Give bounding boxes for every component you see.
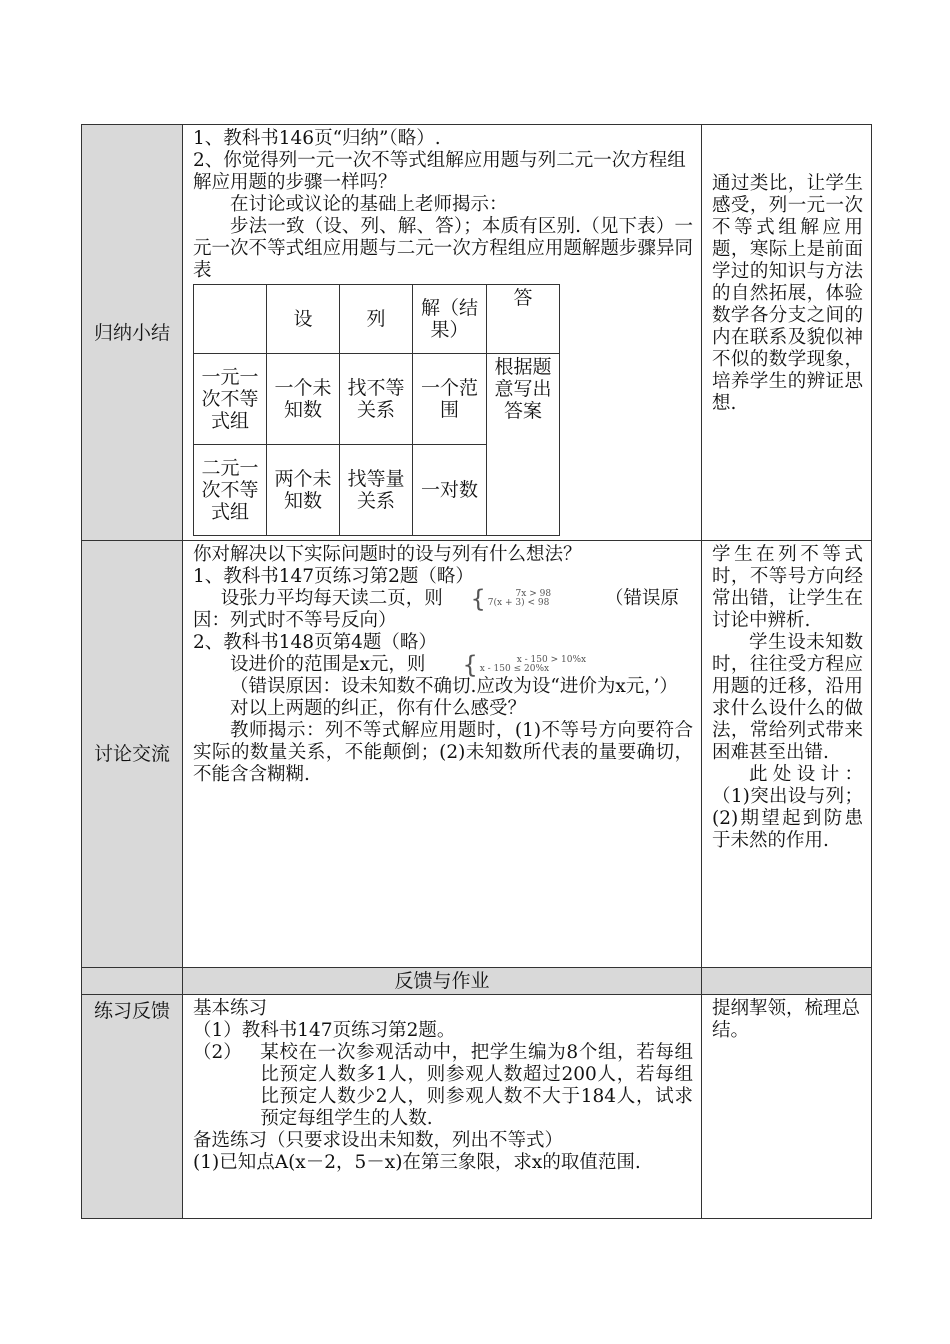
practice-remark-text: 提纲挈领，梳理总结。 — [712, 998, 861, 1041]
discussion-item-1: 1、教科书147页练习第2题（略） — [193, 566, 474, 587]
row1-list: 找不等关系 — [340, 354, 413, 445]
discussion-remark-b: 学生设未知数时，往往受方程应用题的迁移，沿用求什么设什么的做法，常给列式带来困难甚至出错. — [712, 632, 863, 763]
item2-setup-text: 设进价的范围是x元，则 — [230, 654, 426, 675]
practice-content — [183, 995, 702, 1219]
item2-error: （错误原因：设未知数不确切.应改为设“进价为x元，’） — [230, 676, 678, 697]
answer-cell: 根据题意写出答案 — [487, 354, 560, 536]
summary-line-1: 1、教科书146页“归纳”（略）. — [193, 128, 441, 149]
label-discussion: 讨论交流 — [82, 541, 183, 968]
label-summary: 归纳小结 — [82, 125, 183, 541]
header-set: 设 — [267, 285, 340, 354]
practice-remark — [702, 995, 872, 1219]
summary-line-2: 2、你觉得列一元一次不等式组解应用题与列二元一次方程组解应用题的步骤一样吗？ — [193, 150, 686, 193]
item1-error: （错误原因：列式时不等号反向） — [193, 588, 679, 631]
feedback-header-blank — [82, 968, 183, 995]
row-practice — [82, 995, 872, 1219]
practice-item-2-num: （2） — [193, 1042, 242, 1063]
lesson-table — [81, 124, 872, 1219]
feedback-header-blank-right — [702, 968, 872, 995]
row2-name: 二元一次不等式组 — [194, 445, 267, 536]
feedback-header-title: 反馈与作业 — [183, 968, 702, 995]
practice-item-1: （1）教科书147页练习第2题。 — [193, 1020, 456, 1041]
discussion-item-1-setup — [193, 585, 693, 632]
practice-alt-1: (1)已知点A(x－2，5－x)在第三象限，求x的取值范围. — [193, 1152, 641, 1173]
row2-solve: 一对数 — [413, 445, 487, 536]
discussion-remark — [702, 541, 872, 968]
practice-item-2-body: 某校在一次参观活动中，把学生编为8个组，若每组比预定人数多1人，则参观人数超过200人，若每组比预定人数少2人，则参观人数不大于184人，试求预定每组学生的人数. — [260, 1042, 693, 1129]
header-solve: 解（结果） — [413, 285, 487, 354]
comparison-header-row — [194, 285, 560, 354]
discussion-remark-c: 此处设计：（1)突出设与列；(2)期望起到防患于未然的作用. — [712, 764, 863, 851]
row-feedback-header — [82, 968, 872, 995]
label-practice: 练习反馈 — [82, 995, 183, 1219]
row1-name: 一元一次不等式组 — [194, 354, 267, 445]
row-discussion — [82, 541, 872, 968]
discussion-feel: 对以上两题的纠正，你有什么感受？ — [230, 698, 527, 719]
item2-eq-2: x - 150 ≤ 20%x — [479, 664, 550, 674]
item2-system — [480, 656, 586, 674]
discussion-item-2: 2、教科书148页第4题（略） — [193, 632, 437, 653]
discussion-question: 你对解决以下实际问题时的设与列有什么想法？ — [193, 544, 582, 565]
item1-eq-2: 7(x + 3) < 98 — [487, 598, 550, 608]
row-summary — [82, 125, 872, 541]
brace-icon: { — [462, 651, 478, 679]
header-empty — [194, 285, 267, 354]
summary-content — [183, 125, 702, 541]
row1-solve: 一个范围 — [413, 354, 487, 445]
discussion-content — [183, 541, 702, 968]
header-list: 列 — [340, 285, 413, 354]
row2-set: 两个未知数 — [267, 445, 340, 536]
practice-basic: 基本练习 — [193, 998, 268, 1019]
summary-line-3: 在讨论或议论的基础上老师揭示： — [230, 194, 508, 215]
summary-line-4: 步法一致（设、列、解、答）；本质有区别.（见下表）一元一次不等式组应用题与二元一次方程组应用题解题步骤异同表 — [193, 216, 693, 281]
header-answer: 答 — [487, 285, 560, 354]
discussion-remark-a: 学生在列不等式时，不等号方向经常出错，让学生在讨论中辨析. — [712, 544, 863, 631]
row2-list: 找等量关系 — [340, 445, 413, 536]
practice-item-2 — [193, 1042, 693, 1130]
item1-eq-1: 7x > 98 — [515, 589, 552, 599]
row1-set: 一个未知数 — [267, 354, 340, 445]
summary-remark — [702, 125, 872, 541]
brace-icon: { — [470, 585, 486, 613]
item1-system — [488, 590, 551, 608]
discussion-item-2-setup — [193, 651, 693, 679]
summary-remark-text: 通过类比，让学生感受，列一元一次不等式组解应用题，寒际上是前面学过的知识与方法的自然拓展，体验数学各分支之间的内在联系及貌似神不似的数学现象，培养学生的辨证思想. — [712, 173, 863, 414]
practice-alt: 备选练习（只要求设出未知数，列出不等式） — [193, 1130, 564, 1151]
comparison-row-1 — [194, 354, 560, 445]
discussion-reveal: 教师揭示：列不等式解应用题时，(1)不等号方向要符合实际的数量关系，不能颠倒；(2)未知数所代表的量要确切，不能含含糊糊. — [193, 720, 693, 785]
item1-setup-text: 设张力平均每天读二页，则 — [220, 588, 443, 609]
item2-eq-1: x - 150 > 10%x — [516, 655, 587, 665]
comparison-table — [193, 284, 560, 536]
